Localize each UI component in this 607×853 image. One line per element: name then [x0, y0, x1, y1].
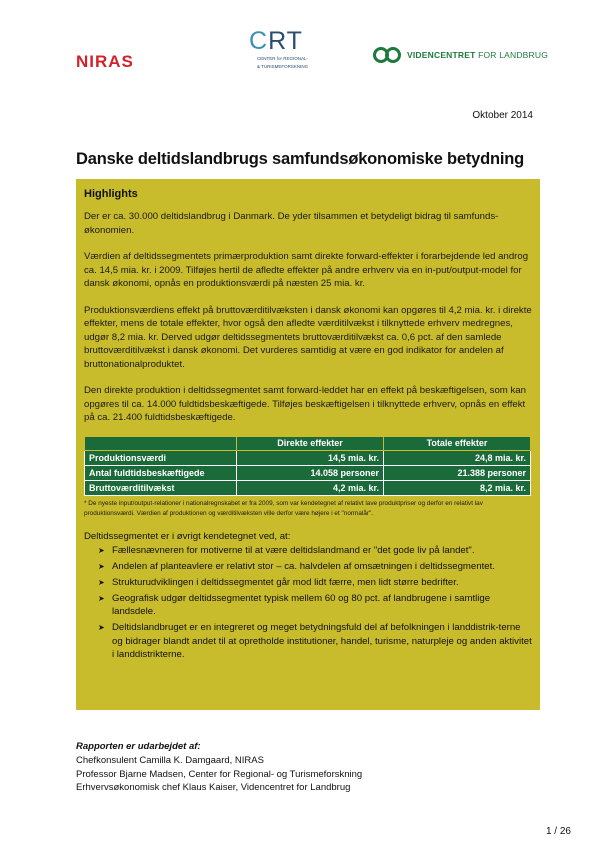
table-row-label: Produktionsværdi: [85, 450, 237, 465]
authors-section: [76, 741, 362, 795]
list-intro: Deltidssegmentet er i øvrigt kendetegnet ved, at:: [84, 530, 291, 542]
authors-heading: Rapporten er udarbejdet af:: [76, 741, 201, 752]
arrow-bullet-icon: ➤: [98, 623, 105, 632]
document-title: Danske deltidslandbrugs samfundsøkonomiske betydning: [76, 150, 525, 168]
list-item: ➤ Deltidslandbruget er en integreret og meget betydningsfuld del af befolkningen i landdistrik-terne og bidrager blandt andet til at opretholde institutioner, handel, turisme, naturpleje og anden aktivitet i landdistrikterne.: [98, 622, 532, 660]
highlights-paragraph: Der er ca. 30.000 deltidslandbrug i Danmark. De yder tilsammen et betydeligt bidrag til samfunds-økonomien.: [84, 211, 499, 236]
table-cell-direct: 4,2 mia. kr.: [237, 480, 384, 495]
highlights-box: [76, 179, 540, 710]
vfl-logo: [372, 46, 548, 64]
table-cell-total: 8,2 mia. kr.: [384, 480, 531, 495]
table-cell-direct: 14.058 personer: [237, 465, 384, 480]
arrow-bullet-icon: ➤: [98, 561, 105, 571]
arrow-bullet-icon: ➤: [98, 593, 105, 603]
author-line: Erhvervsøkonomisk chef Klaus Kaiser, Videncentret for Landbrug: [76, 782, 351, 793]
table-header-total: Totale effekter: [384, 436, 531, 450]
crt-logo-word: CRT: [249, 27, 303, 55]
page-number: 1 / 26: [545, 826, 571, 837]
table-row: [85, 480, 531, 495]
table-footnote: * De nyeste input/output-relationer i nationalregnskabet er fra 2009, som var kendetegnet af relativt lave produktpriser og derfor en relativt lav produktionsværdi. Værdien af produktionen og værditilvæksten ville derfor være højere i et "normalår".: [84, 499, 483, 517]
table-cell-total: 21.388 personer: [384, 465, 531, 480]
table-row-label: Antal fuldtidsbeskæftigede: [85, 465, 237, 480]
author-line: Chefkonsulent Camilla K. Damgaard, NIRAS: [76, 755, 264, 766]
table-row-label: Bruttoværditilvækst: [85, 480, 237, 495]
list-item: ➤ Geografisk udgør deltidssegmentet typisk mellem 60 og 80 pct. af landbrugene i samtlige landsdele.: [98, 592, 491, 617]
crt-logo-subtitle-1: CENTER for REGIONAL-: [257, 56, 309, 61]
crt-logo-subtitle-2: & TURISMEFORSKNING: [257, 63, 309, 69]
list-item: ➤ Strukturudviklingen i deltidssegmentet går mod lidt færre, men lidt større bedrifter.: [98, 576, 459, 588]
arrow-bullet-icon: ➤: [98, 545, 105, 555]
author-line: Professor Bjarne Madsen, Center for Regional- og Turismeforskning: [76, 768, 363, 780]
table-row: [85, 465, 531, 480]
table-cell-total: 24,8 mia. kr.: [384, 450, 531, 465]
table-cell-direct: 14,5 mia. kr.: [237, 450, 384, 465]
highlights-paragraph: Værdien af deltidssegmentets primærproduktion samt direkte forward-effekter i forarbejdende led androg ca. 14,5 mia. kr. i 2009. Tilføjes hertil de afledte effekter på andre erhverv via en in-put/output-model for dansk økonomi, opnås en produktionsværdi på næsten 25 mia. kr.: [84, 251, 529, 289]
table-header-blank: [85, 436, 237, 450]
document-date: Oktober 2014: [472, 110, 533, 121]
list-item: ➤ Fællesnævneren for motiverne til at være deltidslandmand er "det gode liv på landet".: [98, 544, 475, 556]
highlights-paragraph: Produktionsværdiens effekt på bruttoværditilvæksten i dansk økonomi kan opgøres til 4,2 mia. kr. i direkte effekter, mens de totale effekter, hvor også den afledte værditilvækst i tilknyttede erhverv medregnes, udgør 8,2 mia. kr. Derved udgør deltidssegmentets bruttoværditilvækst ca. 0,6 pct. af den samlede bruttoværditilvækst i dansk økonomi. Det vurderes samtidig at være en god indikator for andelen af bruttonationalproduktet.: [84, 304, 532, 370]
list-item: ➤ Andelen af planteavlere er relativt stor – ca. halvdelen af omsætningen i deltidssegmentet.: [98, 560, 495, 572]
arrow-bullet-icon: ➤: [98, 577, 105, 587]
table-header-direct: Direkte effekter: [237, 436, 384, 450]
crt-logo: [249, 28, 319, 78]
niras-logo: NIRAS: [76, 52, 134, 71]
vfl-rings-icon: [372, 46, 402, 64]
table-header-row: [85, 436, 531, 450]
vfl-logo-text: VIDENCENTRET FOR LANDBRUG: [407, 50, 549, 60]
highlights-heading: Highlights: [84, 188, 138, 200]
table-row: [85, 450, 531, 465]
highlights-paragraph: Den direkte produktion i deltidssegmentet samt forward-leddet har en effekt på beskæftigelsen, som kan opgøres til ca. 14.000 fuldtidsbeskæftigede. Tilføjes beskæftigelsen i tilknyttede erhverv, opnås en effekt på ca. 21.400 fuldtidsbeskæftigede.: [84, 385, 526, 423]
characteristics-list: [84, 544, 532, 662]
effects-table: [84, 436, 531, 496]
